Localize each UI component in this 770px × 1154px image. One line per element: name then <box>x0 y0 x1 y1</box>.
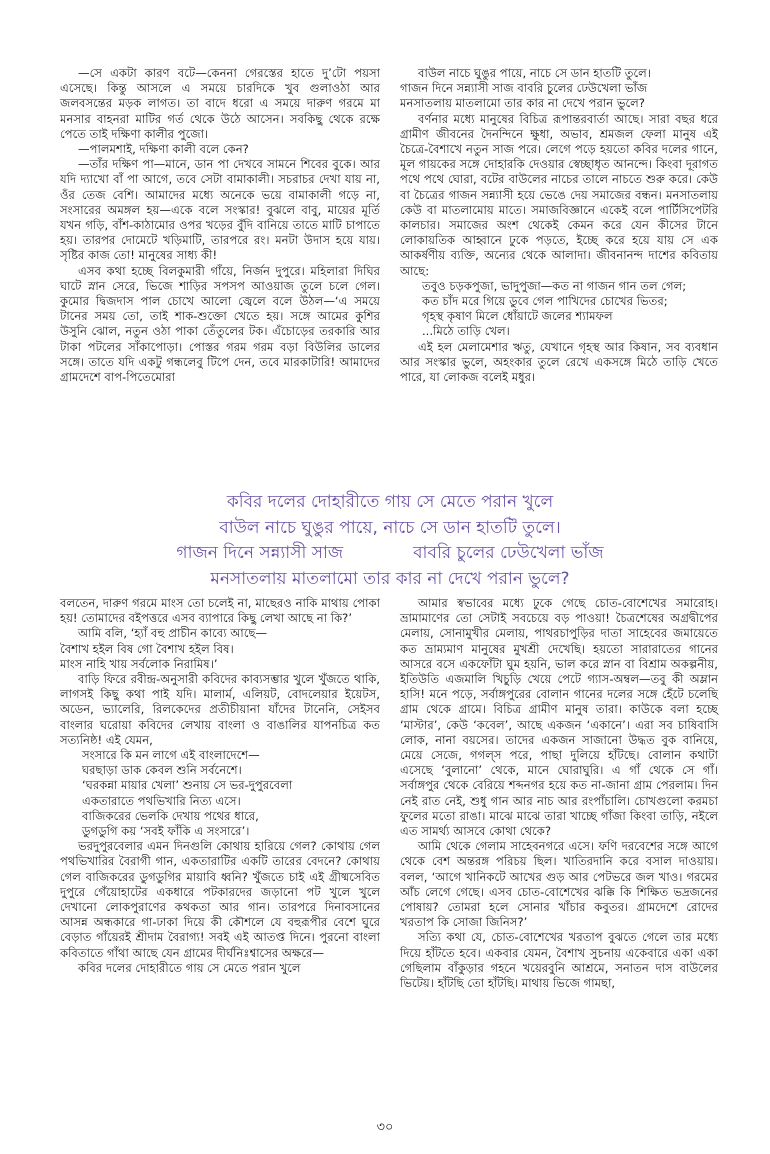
pull-quote-line-3 <box>120 541 660 567</box>
verse-block: তবুও চড়কপুজা, ভাদুপুজা—কত না গাজন গান তল গেল; কত চাঁদ মরে গিয়ে ডুবে গেল পাখিদের চোখের ভিতর; গৃহস্থ কৃষাণ মিলে ধোঁয়াটে জলের শ্যামফল ...মিঠে তাড়ি খেল। <box>422 278 687 339</box>
paragraph: আমার স্বভাবের মধ্যে ঢুকে গেছে চোত-বোশেখের সমারোহ। ভ্রামামাণের তো সেটাই সবচেয়ে বড় পাওয়া! চৈত্রশেষের অগ্রদ্বীপের মেলায়, সোনামুখীর মেলায়, পাথরচাপুড়ির দাতা সাহেবের জমায়েতে কত ভ্রাম্যমাণ মানুষের মুখশ্রী দেখেছি। হয়তো সারারাতের গানের আসরে বসে একফোঁটা ঘুম হয়নি, ভাল করে স্নান বা বিশ্রাম অকল্পনীয়, ইতিউতি এজমালি খিচুড়ি খেয়ে পেটে গ্যাস-অম্বল—তবু কী অম্লান হাসি! মনে পড়ে, সর্বাঙ্গপুরের বোলান গানের দলের সঙ্গে হেঁটে চলেছি গ্রাম থেকে গ্রামে। বিচিত্র গ্রামীণ মানুষ তারা। কাউকে বলা হচ্ছে ‘মাস্টার’, কেউ ‘কবেল’, আছে একজন ‘একানে’। এরা সব চাষিবাসি লোক, নানা বয়সের। তাদের একজন সাজানো উদ্ধত বুক বানিয়ে, মেয়ে সেজে, গগল্‌স পরে, পাছা দুলিয়ে হাঁটছে। বোলান কথাটা এসেছে ‘বুলানো’ থেকে, মানে ঘোরাঘুরি। এ গাঁ থেকে সে গাঁ। সর্বাঙ্গপুর থেকে বেরিয়ে শব্দনগর হয়ে কত না-জানা গ্রাম পেরলাম। দিন নেই রাত নেই, শুধু গান আর নাচ আর রংপাঁচালি। চোখগুলো করমচা ফুলের মতো রাঙা। মাঝে মাঝে তারা খাচ্ছে গাঁজা কিংবা তাড়ি, নইলে এত সামর্থ্য আসবে কোথা থেকে? <box>400 596 718 839</box>
pull-quote-line-3b: বাবরি চুলের ঢেউখেলা ভাঁজ <box>413 543 604 563</box>
pull-quote-line-3a: গাজন দিনে সন্ন্যাসী সাজ <box>176 543 344 563</box>
paragraph: বর্ণনার মধ্যে মানুষের বিচিত্র রূপান্তরবার্তা আছে। সারা বছর ধরে গ্রামীণ জীবনের দৈনন্দিনে ক্ষুধা, অভাব, শ্রমজল ফেলা মানুষ এই চৈত্রে-বৈশাখে নতুন সাজ পরে। লেগে পড়ে হয়তো কবির দলের গানে, মূল গায়কের সঙ্গে দোহারকি দেওয়ার স্বেচ্ছাধৃত আনন্দে। কিংবা দূরাগত পথে পথে ঘোরা, বটের বাউলের নাচের তালে নাচতে শুরু করে। কেউ বা চৈত্রের গাজন সন্ন্যাসী হয়ে ভেঙে দেয় সমাজের বন্ধন। মনসাতলায় কেউ বা মাতলামোয় মাতে। সমাজবিজ্ঞানে একেই বলে পার্টিসিপেটরি কালচার। সমাজের অংশ থেকেই কেমন করে যেন কীসের টানে লোকায়তিক আহ্বানে ঢুকে পড়তে, ইচ্ছে করে হয়ে যায় সে এক আকর্ষণীয় ব্যক্তি, অন্যের থেকে আলাদা। জীবনানন্দ দাশের কবিতায় আছে: <box>400 111 718 278</box>
pull-quote-line-1: কবির দলের দোহারীতে গায় সে মেতে পরান খুলে <box>226 492 554 512</box>
pull-quote-line-4: মনসাতলায় মাতলামো তার কার না দেখে পরান ভুলে? <box>210 568 570 589</box>
pull-quote <box>120 490 660 592</box>
paragraph: বলতেন, দারুণ গরমে মাংস তো চলেই না, মাছেরও নাকি মাথায় পোকা হয়! তোমাদের বইপত্তরে এসব ব্যাপারে কিছু লেখা আছে না কি?’ <box>60 596 380 626</box>
paragraph: —তাঁর দক্ষিণ পা—মানে, ডান পা দেখবে সামনে শিবের বুকে। আর যদি দ্যাখো বাঁ পা আগে, তবে সেটা বামাকালী। সচরাচর দেখা যায় না, ওঁর তেজ বেশি। আমাদের মধ্যে অনেকে ভয়ে বামাকালী গড়ে না, সংসারের অমঙ্গল হয়—একে বলে সংস্কার! বুঝলে বাবু, মায়ের মূর্তি যখন গড়ি, বাঁশ-কাঠামোর ওপর খড়ের বুঁদি বানিয়ে তাতে মাটি চাপাতে হয়। তারপর দোমেটে খড়িমাটি, তারপরে রং। মনটা উদাস হয়ে যায়। সৃষ্টির কাজ তো! মানুষের সাধ্য কী! <box>60 157 380 263</box>
top-right-column <box>400 66 718 385</box>
paragraph: এসব কথা হচ্ছে বিলকুমারী গাঁয়ে, নির্জন দুপুরে। মহিলারা দিঘির ঘাটে স্নান সেরে, ভিজে শাড়ির সপসপ আওয়াজ তুলে চলে গেল। কুমোর দ্বিজদাস পাল চোখে আলো জ্বেলে বলে উঠল—‘এ সময়ে টানের সময় তো, তাই শাক-শুক্তো খেতে হয়। সঙ্গে আমের কুশির উসুনি ঝোল, নতুন ওঠা পাকা তেঁতুলের টক। এঁচোড়ের তরকারি আর টাকা পটলের সাঁকাপোড়া। পোস্তর গরম গরম বড়া বিউলির ডালের সঙ্গে। তাতে যদি একটু গন্ধলেবু টিপে দেন, তবে মারকাটারি! আমাদের গ্রামদেশে বাপ-পিতেমোরা <box>60 263 380 385</box>
bottom-left-column <box>60 596 380 976</box>
paragraph: এই হল মেলামেশার ঋতু, যেখানে গৃহস্থ আর কিষান, সব ব্যবধান আর সংস্কার ভুলে, অহংকার তুলে রেখে একসঙ্গে মিঠে তাড়ি খেতে পারে, যা লোকজ বলেই মধুর। <box>400 339 718 385</box>
paragraph: বাউল নাচে ঘুঙুর পায়ে, নাচে সে ডান হাতটি তুলে। গাজন দিনে সন্ন্যাসী সাজ বাবরি চুলের ঢেউখেলা ভাঁজ মনসাতলায় মাতলামো তার কার না দেখে পরান ভুলে? <box>400 66 651 111</box>
bottom-right-column <box>400 596 718 991</box>
top-left-column <box>60 66 380 385</box>
paragraph: —পালমশাই, দক্ষিণা কালী বলে কেন? <box>78 142 249 157</box>
paragraph: বাড়ি ফিরে রবীন্দ্র-অনুসারী কবিদের কাব্যসম্ভার খুলে খুঁজতে থাকি, লাগসই কিছু কথা পাই যদি। মালার্ম, এলিয়ট, বোদলেয়ার ইয়েটস, অডেন, ভ্যালেরি, রিলকেদের প্রতীচীয়ানা যাঁদের টানেনি, সেইসব বাংলার ঘরোয়া কবিদের লেখায় বাংলা ও বাঙালির যাপনচিত্র কত সত্যনিষ্ঠ! এই যেমন, <box>60 672 380 747</box>
page-number: ৩০ <box>376 1120 394 1135</box>
paragraph: —সে একটা কারণ বটে—কেননা গেরস্তের হাতে দু’টো পয়সা এসেছে। কিন্তু আসলে এ সময়ে চারদিকে খুব গুলাওঠা আর জলবসন্তের মড়ক লাগত। তা বাদে ধরো এ সময়ে দারুণ গরমে মা মনসার বাহনরা মাটির গর্ত থেকে উঠে আসেন। সবকিছু থেকে রক্ষে পেতে তাই দক্ষিণা কালীর পুজো। <box>60 66 380 141</box>
paragraph: কবির দলের দোহারীতে গায় সে মেতে পরান খুলে <box>78 960 301 975</box>
paragraph: ভরদুপুরবেলার এমন দিনগুলি কোথায় হারিয়ে গেল? কোথায় গেল পথভিখারির বৈরাগী গান, একতারাটির একটি তারের বেদনে? কোথায় গেল বাজিকরের ডুগডুগির মায়াবি ধ্বনি? খুঁজতে চাই এই গ্রীষ্মসেবিত দুপুরে গেঁয়োহাটের একধারে পটকারদের জড়ানো পট খুলে খুলে দেখানো লোকপুরাণের কথকতা আর গান। তারপরে দিনাবসানের আসন্ন অন্ধকারে গা-ঢাকা দিয়ে কী কৌশলে যে বহুরূপীর বেশে ঘুরে বেড়াত গাঁয়েরই শ্রীদাম বৈরাগ্য! সবই এই আতপ্ত দিনে। পুরনো বাংলা কবিতাতে গাঁথা আছে যেন গ্রামের দীর্ঘনিঃশ্বাসের অক্ষরে— <box>60 839 380 960</box>
paragraph: আমি বলি, ‘হ্যাঁ বহু প্রাচীন কাব্যে আছে— বৈশাখ হইল বিষ গো বৈশাখ হইল বিষ। মাংস নাহি খায় সর্বলোক নিরামিষ।’ <box>60 626 268 671</box>
pull-quote-line-2: বাউল নাচে ঘুঙুর পায়ে, নাচে সে ডান হাতটি তুলে। <box>219 517 561 538</box>
paragraph: আমি থেকে গেলাম সাহেবনগরে এসে। ফণি দরবেশের সঙ্গে আগে থেকে বেশ অন্তরঙ্গ পরিচয় ছিল। খাতিরদানি করে বসাল দাওয়ায়। বলল, ‘আগে খানিকটে আখের গুড় আর পেটভরে জল খাও। গরমের আঁচ লেগে গেছে। এসব চোত-বোশেখের ঝক্কি কি শিক্ষিত ভদ্রজনের পোষায়? তোমরা হলে সোনার খাঁচার কবুতর। গ্রামদেশে রোদের খরতাপ কি সোজা জিনিস?’ <box>400 839 718 930</box>
paragraph: সত্যি কথা যে, চোত-বোশেখের খরতাপ বুঝতে গেলে তার মধ্যে দিয়ে হাঁটতে হবে। একবার যেমন, বৈশাখ সুচনায় একেবারে একা একা গেছিলাম বাঁকুড়ার গহনে খয়েরবুনি আশ্রমে, সনাতন দাস বাউলের ভিটেয়। হাঁটছি তো হাঁটছি। মাথায় ভিজে গামছা, <box>400 930 718 991</box>
verse-block: সংসারে কি মন লাগে এই বাংলাদেশে— ঘরছাড়া ডাক কেবল শুনি সর্বনেশে। ‘ঘরকন্না মায়ার খেলা’ শুনায় সে ভর-দুপুরবেলা একতারাতে পথভিখারি নিত্য এসে। বাজিকরের ভেলকি দেখায় পথের ধারে, ডুগডুগি কয় ‘সবই ফাঁকি এ সংসারে’। <box>82 748 293 839</box>
